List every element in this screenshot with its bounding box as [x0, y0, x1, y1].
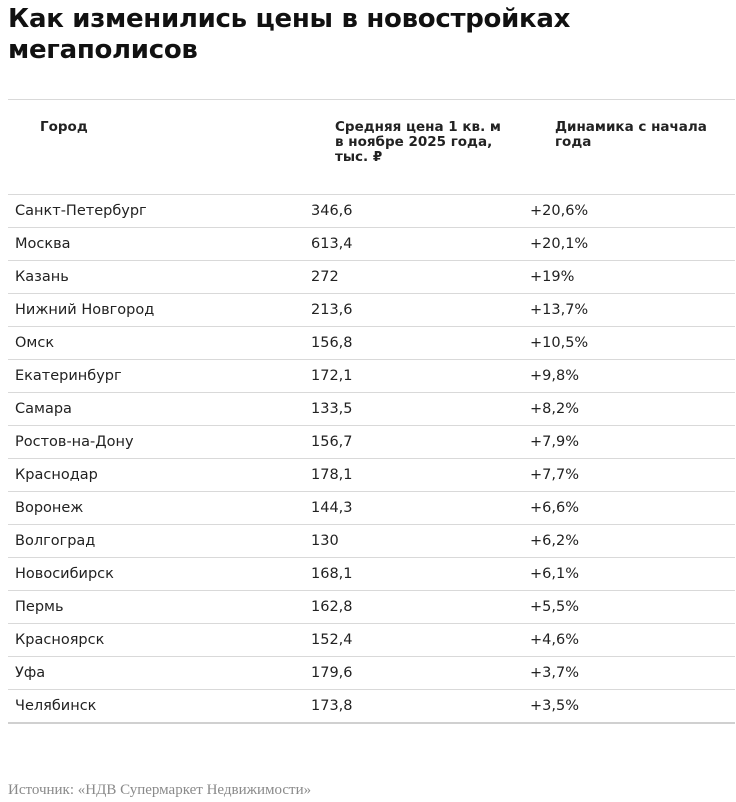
table-row [8, 459, 735, 492]
table-row [8, 492, 735, 525]
table-row [8, 624, 735, 657]
table-row [8, 261, 735, 294]
table-row [8, 690, 735, 724]
cell-city: Уфа [15, 665, 46, 681]
cell-price: 152,4 [311, 632, 353, 648]
cell-dynamics: +13,7% [530, 302, 589, 318]
cell-price: 172,1 [311, 368, 353, 384]
cell-city: Казань [15, 269, 69, 285]
source-note: Источник: «НДВ Супермаркет Недвижимости» [8, 782, 312, 798]
cell-price: 213,6 [311, 302, 353, 318]
table-row [8, 195, 735, 228]
table-row [8, 657, 735, 690]
table-row [8, 360, 735, 393]
cell-price: 156,8 [311, 335, 353, 351]
cell-dynamics: +8,2% [530, 401, 579, 417]
cell-price: 272 [311, 269, 339, 285]
cell-price: 173,8 [311, 698, 353, 714]
cell-price: 162,8 [311, 599, 353, 615]
price-table [8, 99, 735, 724]
cell-price: 179,6 [311, 665, 353, 681]
cell-dynamics: +9,8% [530, 368, 579, 384]
cell-dynamics: +20,1% [530, 236, 589, 252]
cell-dynamics: +3,5% [530, 698, 579, 714]
cell-price: 178,1 [311, 467, 353, 483]
cell-price: 133,5 [311, 401, 353, 417]
table-row [8, 294, 735, 327]
cell-dynamics: +10,5% [530, 335, 589, 351]
cell-city: Самара [15, 401, 72, 417]
table-row [8, 393, 735, 426]
cell-price: 156,7 [311, 434, 353, 450]
cell-price: 144,3 [311, 500, 353, 516]
table-row [8, 327, 735, 360]
cell-city: Краснодар [15, 467, 98, 483]
cell-dynamics: +19% [530, 269, 575, 285]
cell-dynamics: +6,6% [530, 500, 579, 516]
table-header-row [8, 100, 735, 195]
cell-city: Нижний Новгород [15, 302, 155, 318]
cell-city: Ростов-на-Дону [15, 434, 134, 450]
table-row [8, 558, 735, 591]
table-row [8, 525, 735, 558]
cell-city: Санкт-Петербург [15, 203, 147, 219]
cell-dynamics: +5,5% [530, 599, 579, 615]
cell-city: Челябинск [15, 698, 97, 714]
cell-price: 130 [311, 533, 339, 549]
cell-dynamics: +7,9% [530, 434, 579, 450]
cell-dynamics: +4,6% [530, 632, 579, 648]
cell-dynamics: +6,2% [530, 533, 579, 549]
cell-city: Волгоград [15, 533, 96, 549]
cell-city: Красноярск [15, 632, 105, 648]
cell-city: Воронеж [15, 500, 84, 516]
cell-city: Новосибирск [15, 566, 114, 582]
header-city: Город [40, 119, 88, 135]
table-row [8, 426, 735, 459]
table-row [8, 228, 735, 261]
cell-city: Екатеринбург [15, 368, 122, 384]
header-price: Средняя цена 1 кв. м в ноябре 2025 года, тыс. ₽ [335, 119, 501, 165]
cell-dynamics: +7,7% [530, 467, 579, 483]
cell-dynamics: +20,6% [530, 203, 589, 219]
cell-city: Пермь [15, 599, 64, 615]
cell-price: 168,1 [311, 566, 353, 582]
cell-dynamics: +3,7% [530, 665, 579, 681]
table-body [8, 195, 735, 724]
cell-dynamics: +6,1% [530, 566, 579, 582]
cell-city: Омск [15, 335, 55, 351]
table-row [8, 591, 735, 624]
cell-city: Москва [15, 236, 71, 252]
cell-price: 613,4 [311, 236, 353, 252]
page-title: Как изменились цены в новостройках мегаполисов [8, 4, 571, 65]
header-dynamics: Динамика с начала года [555, 119, 707, 150]
cell-price: 346,6 [311, 203, 353, 219]
